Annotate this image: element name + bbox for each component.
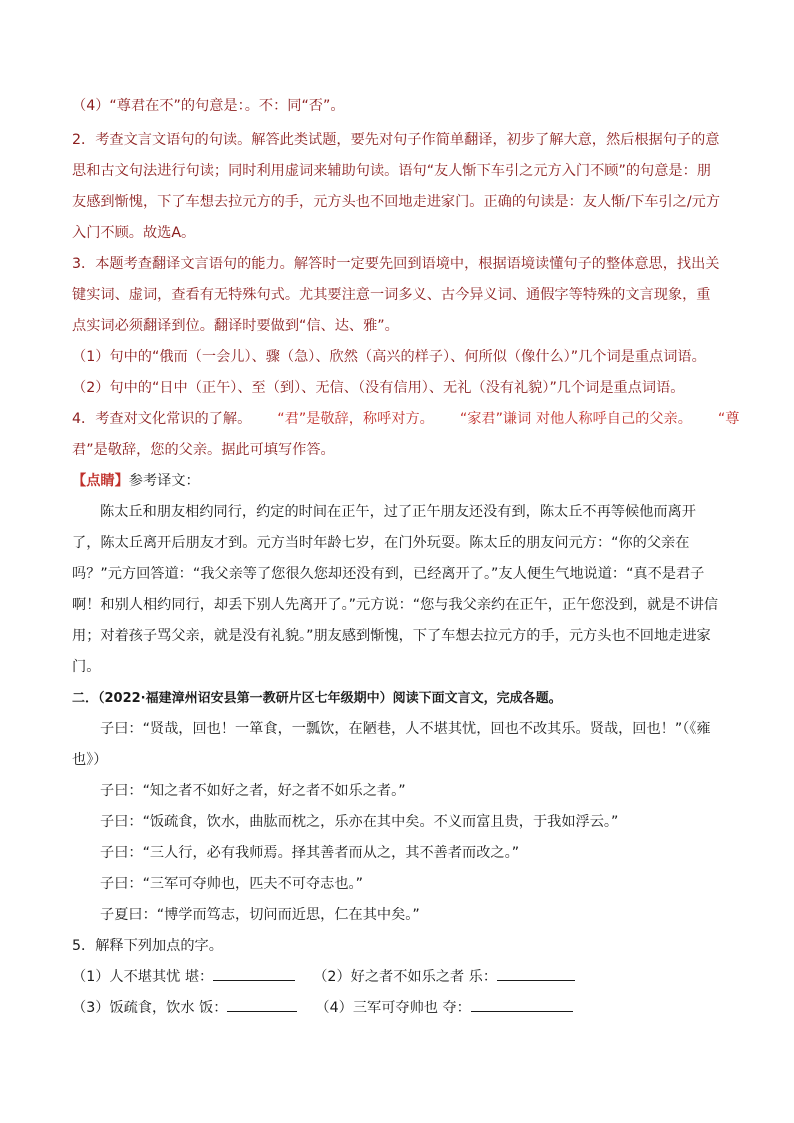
quote-4: 子曰：“三人行，必有我师焉。择其善者而从之，其不善者而改之。” [100, 845, 520, 861]
question-5-row-2 [72, 993, 722, 1024]
question-5-row-1 [72, 962, 722, 993]
dianjing-tag: 【点睛】 [72, 473, 129, 489]
analysis-item-4-lead: 4．考查对文化常识的了解。 [72, 411, 252, 427]
question-5-4: （4）三军可夺帅也 夺： [315, 1000, 471, 1016]
quote-6: 子夏曰：“博学而笃志，切问而近思，仁在其中矣。” [100, 907, 420, 923]
analysis-item-1-4: （4）“尊君在不”的句意是：。不：同“否”。 [72, 98, 345, 114]
answer-blank-1[interactable] [213, 966, 295, 981]
quote-1: 子曰：“贤哉，回也！一箪食，一瓢饮，在陋巷，人不堪其忧，回也不改其乐。贤哉，回也！”（《雍也》） [72, 721, 711, 768]
question-5-1: （1）人不堪其忧 堪： [72, 969, 214, 985]
analysis-item-3-2: （2）句中的“日中（正午）、至（到）、无信、（没有信用）、无礼（没有礼貌）”几个词是重点词语。 [72, 380, 685, 396]
quote-2: 子曰：“知之者不如好之者，好之者不如乐之者。” [100, 783, 406, 799]
quote-5: 子曰：“三军可夺帅也，匹夫不可夺志也。” [100, 876, 363, 892]
analysis-item-4-zun: “尊 [717, 411, 740, 427]
answer-blank-2[interactable] [497, 966, 575, 981]
question-5-2: （2）好之者不如乐之者 乐： [313, 969, 498, 985]
question-5-3: （3）饭疏食，饮水 饭： [72, 1000, 228, 1016]
answer-blank-4[interactable] [471, 997, 573, 1012]
analysis-item-4 [72, 404, 740, 435]
analysis-item-4-cont: 君”是敬辞，您的父亲。据此可填写作答。 [72, 442, 335, 458]
dianjing-label: 参考译文： [128, 473, 200, 489]
quote-3: 子曰：“饭疏食，饮水，曲肱而枕之，乐亦在其中矣。不义而富且贵，于我如浮云。” [100, 814, 619, 830]
answer-blank-3[interactable] [227, 997, 297, 1012]
analysis-item-2: 2．考查文言文语句的句读。解答此类试题，要先对句子作简单翻译，初步了解大意，然后根据句子的意思和古文句法进行句读；同时利用虚词来辅助句读。语句“友人惭下车引之元方入门不顾”的句意是：朋友感到惭愧，下了车想去拉元方的手，元方头也不回地走进家门。正确的句读是：友人惭/下车引之/元方入门不顾。故选A。 [72, 132, 721, 241]
analysis-item-4-jiajun: “家君”谦词 对他人称呼自己的父亲。 [459, 411, 692, 427]
analysis-item-3: 3．本题考查翻译文言语句的能力。解答时一定要先回到语境中，根据语境读懂句子的整体意思，找出关键实词、虚词，查看有无特殊句式。尤其要注意一词多义、古今异义词、通假字等特殊的文言现象，重点实词必须翻译到位。翻译时要做到“信、达、雅”。 [72, 256, 720, 334]
question-5-title: 5．解释下列加点的字。 [72, 938, 223, 954]
dianjing-translation: 陈太丘和朋友相约同行，约定的时间在正午，过了正午朋友还没有到，陈太丘不再等候他而离开了，陈太丘离开后朋友才到。元方当时年龄七岁，在门外玩耍。陈太丘的朋友问元方：“你的父亲在吗？”元方回答道：“我父亲等了您很久您却还没有到，已经离开了。”友人便生气地说道：“真不是君子啊！和别人相约同行，却丢下别人先离开了。”元方说：“您与我父亲约在正午，正午您没到，就是不讲信用；对着孩子骂父亲，就是没有礼貌。”朋友感到惭愧，下了车想去拉元方的手，元方头也不回地走进家门。 [72, 504, 719, 675]
analysis-item-4-jun: “君”是敬辞，称呼对方。 [277, 411, 434, 427]
dianjing-header [72, 466, 722, 497]
section-2-title: 二．（2022·福建漳州诏安县第一教研片区七年级期中）阅读下面文言文，完成各题。 [72, 691, 562, 706]
analysis-item-3-1: （1）句中的“俄而（一会儿）、骤（急）、欣然（高兴的样子）、何所似（像什么）”几个词是重点词语。 [72, 349, 706, 365]
document-page [72, 96, 740, 1024]
